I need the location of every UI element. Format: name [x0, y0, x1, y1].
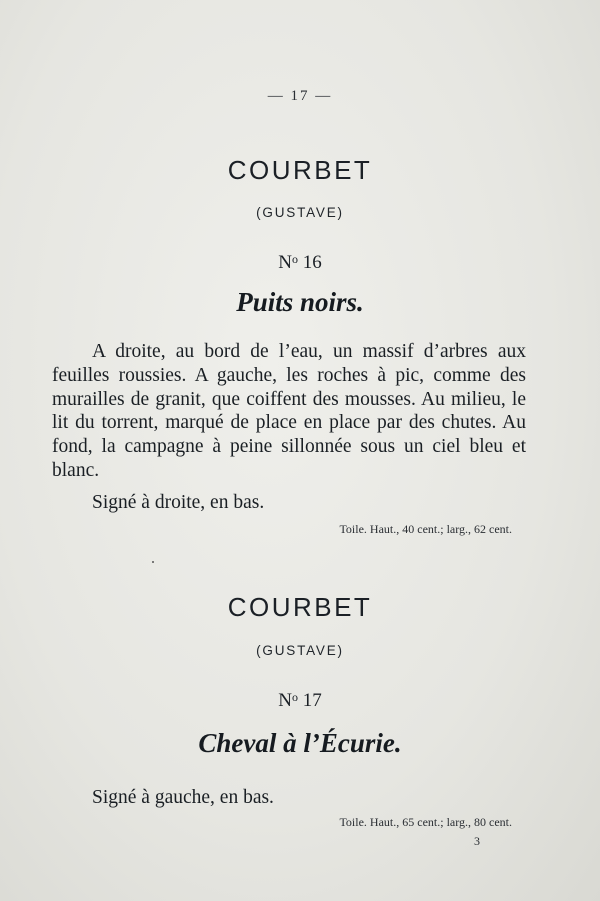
signature-note: Signé à droite, en bas. — [92, 492, 265, 513]
artwork-title: Puits noirs. — [236, 287, 364, 317]
artwork-description: A droite, au bord de l’eau, un massif d’arbres aux feuilles roussies. A gauche, les roches à pic, comme des murailles de granit, que coiffent des mousses. Au milieu, le lit du torrent, marqué de place en place par des chutes. Au fond, la campagne à peine sillonnée sous un ciel bleu et blanc. — [52, 341, 526, 481]
artwork-title: Cheval à l’Écurie. — [198, 728, 402, 758]
page-number: — 17 — — [267, 88, 333, 104]
lot-prefix-sup: o — [291, 252, 298, 266]
artist-name: COURBET — [227, 155, 373, 185]
artist-firstname: (GUSTAVE) — [256, 643, 344, 658]
lot-prefix-sup: o — [291, 690, 298, 704]
signature-sheet-number: 3 — [474, 834, 480, 848]
lot-number-value: 16 — [302, 252, 322, 273]
lot-number — [0, 690, 600, 712]
artist-firstname: (GUSTAVE) — [256, 205, 344, 220]
artist-name: COURBET — [227, 592, 373, 622]
artwork-dimensions: Toile. Haut., 65 cent.; larg., 80 cent. — [339, 815, 512, 829]
signature-note: Signé à gauche, en bas. — [92, 787, 274, 808]
lot-number — [0, 252, 600, 274]
artwork-dimensions: Toile. Haut., 40 cent.; larg., 62 cent. — [339, 522, 512, 536]
lot-prefix: N — [278, 252, 292, 273]
lot-prefix: N — [278, 690, 292, 711]
lot-number-value: 17 — [302, 690, 322, 711]
paper-speck — [152, 561, 154, 563]
